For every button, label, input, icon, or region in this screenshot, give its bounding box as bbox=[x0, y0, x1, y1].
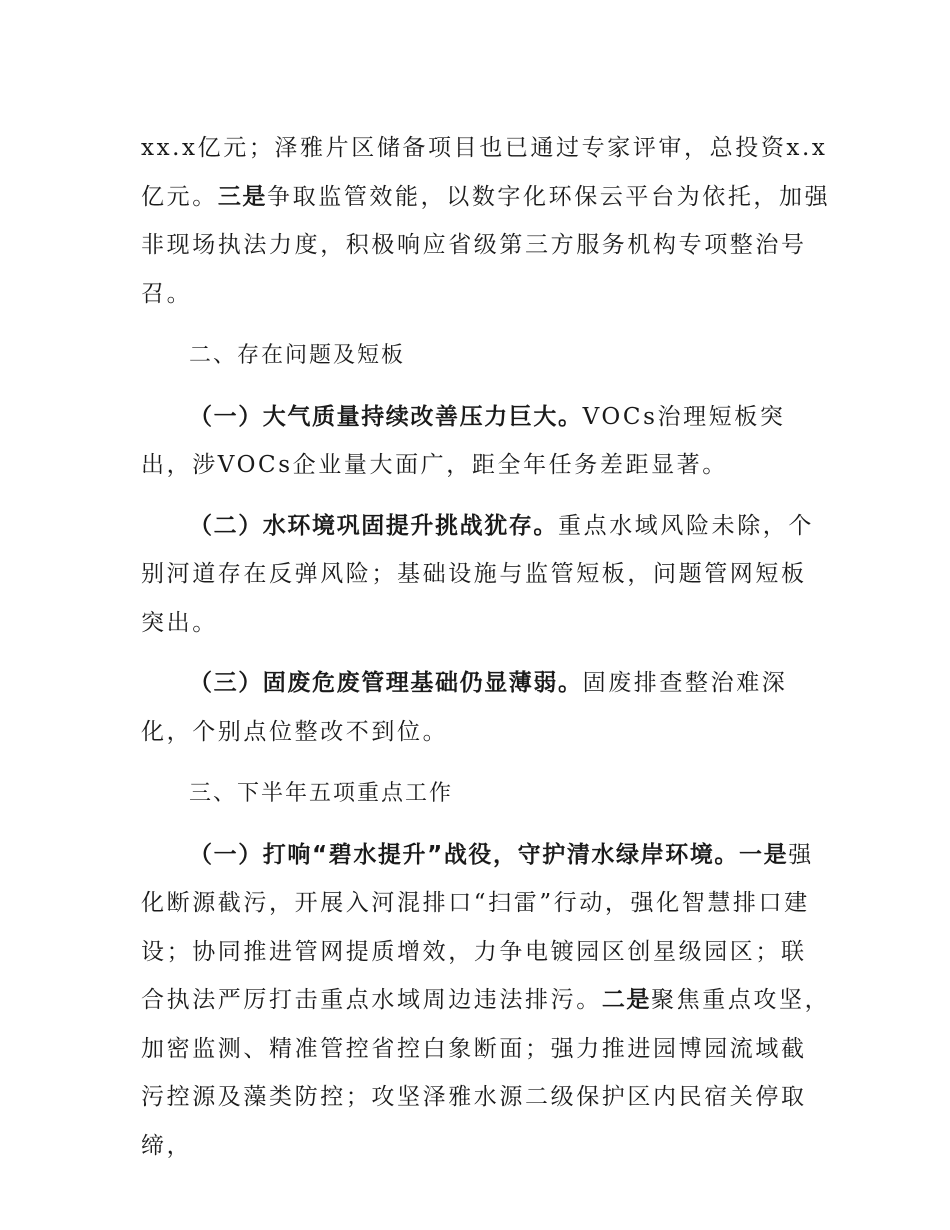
task-1-title: （一）打响“碧水提升”战役，守护清水绿岸环境。 bbox=[189, 841, 740, 868]
paragraph-progress-text-2: 争取监管效能，以数字化环保云平台为依托，加强非现场执法力度，积极响应省级第三方服务机构专项整治号召。 bbox=[141, 183, 831, 307]
task-1-lead-1: 一是 bbox=[739, 841, 789, 868]
paragraph-progress-lead: 三是 bbox=[217, 183, 268, 210]
task-1-body-2: 聚焦重点攻坚，加密监测、精准管控省控白象断面；强力推进园博园流域截污控源及藻类防控；攻坚泽雅水源二级保护区内民宿关停取缔， bbox=[141, 987, 831, 1159]
task-1-body-1: 强化断源截污，开展入河混排口“扫雷”行动，强化智慧排口建设；协同推进管网提质增效，力争电镀园区创星级园区；联合执法严厉打击重点水域周边违法排污。 bbox=[141, 841, 814, 1013]
issue-3-title: （三）固废危废管理基础仍显薄弱。 bbox=[189, 670, 583, 696]
task-1-lead-2: 二是 bbox=[601, 987, 652, 1013]
issue-1-title: （一）大气质量持续改善压力巨大。 bbox=[189, 403, 583, 430]
document-body bbox=[141, 124, 831, 1170]
paragraph-progress-text-1: xx.x亿元；泽雅片区储备项目也已通过专家评审，总投资x.x亿元。 bbox=[141, 135, 828, 210]
issue-2-title: （二）水环境巩固提升挑战犹存。 bbox=[189, 512, 558, 539]
paragraph-progress bbox=[141, 124, 831, 318]
issue-1-paragraph bbox=[141, 393, 831, 490]
task-1-paragraph bbox=[141, 831, 831, 1171]
issue-2-paragraph bbox=[141, 502, 831, 648]
issue-3-body: 固废排查整治难深化，个别点位整改不到位。 bbox=[141, 670, 788, 745]
issue-2-body: 重点水域风险未除，个别河道存在反弹风险；基础设施与监管短板，问题管网短板突出。 bbox=[141, 512, 814, 636]
section-2-heading: 二、存在问题及短板 bbox=[189, 343, 406, 368]
section-3-heading: 三、下半年五项重点工作 bbox=[189, 781, 454, 806]
issue-3-paragraph bbox=[141, 659, 831, 756]
issue-1-body: VOCs治理短板突出，涉VOCs企业量大面广，距全年任务差距显著。 bbox=[141, 403, 786, 478]
